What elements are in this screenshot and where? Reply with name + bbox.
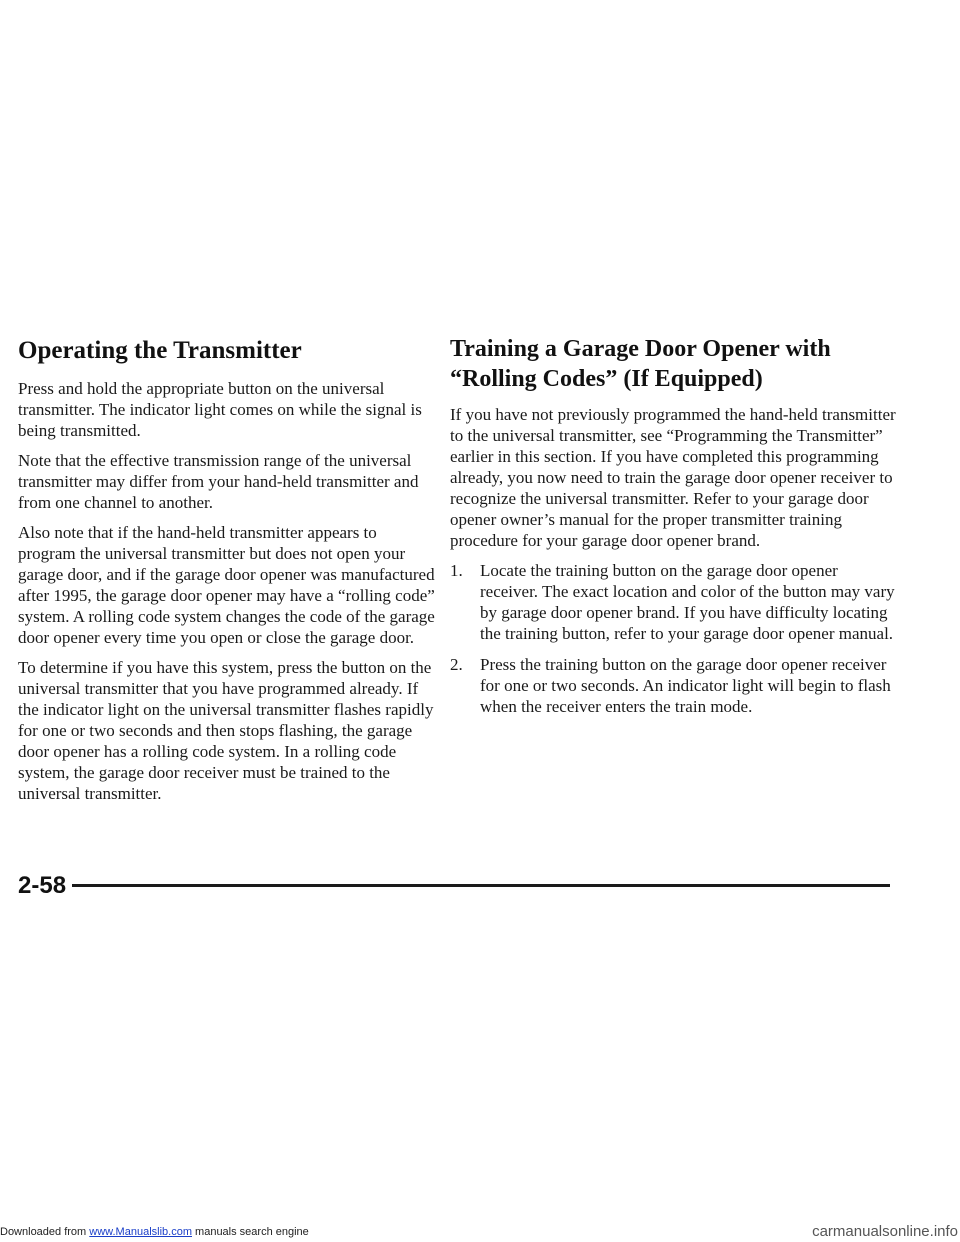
step-number: 2. (450, 655, 463, 674)
paragraph: Note that the effective transmission range of the universal transmitter may differ from your hand-held transmitter and from one channel to another. (18, 451, 419, 512)
paragraph: Also note that if the hand-held transmitter appears to program the universal transmitter but does not open your garage door, and if the garage door opener was manufactured after 1995, the garage door opener may have a “rolling code” system. A rolling code system changes the code of the garage door opener every time you open or close the garage door. (18, 523, 435, 647)
section-heading-operating: Operating the Transmitter (18, 337, 302, 364)
paragraph: To determine if you have this system, press the button on the universal transmitter that you have programmed already. If the indicator light on the universal transmitter flashes rapidly for one or two seconds and then stops flashing, the garage door opener has a rolling code system. In a rolling code system, the garage door receiver must be trained to the universal transmitter. (18, 658, 434, 803)
list-item (450, 654, 900, 717)
step-text: Locate the training button on the garage door opener receiver. The exact location and color of the button may vary by garage door opener brand. If you have difficulty locating the training button, refer to your garage door opener manual. (480, 561, 895, 643)
right-column (450, 336, 900, 727)
download-note (0, 1222, 309, 1242)
step-text: Press the training button on the garage door opener receiver for one or two seconds. An indicator light will begin to flash when the receiver enters the train mode. (480, 655, 891, 716)
left-column (18, 336, 438, 813)
paragraph: Press and hold the appropriate button on the universal transmitter. The indicator light comes on while the signal is being transmitted. (18, 379, 422, 440)
steps-list (450, 560, 900, 717)
page-number: 2-58 (18, 872, 67, 899)
watermark: carmanualsonline.info (812, 1223, 958, 1240)
download-prefix: Downloaded from (0, 1226, 90, 1238)
section-heading-training: Training a Garage Door Opener with “Rolling Codes” (If Equipped) (450, 336, 831, 392)
footer-rule (72, 884, 890, 887)
list-item (450, 560, 900, 644)
download-footer (0, 1222, 960, 1242)
manualslib-link[interactable]: www.Manualslib.com (89, 1226, 192, 1238)
intro-paragraph: If you have not previously programmed the hand-held transmitter to the universal transmitter, see “Programming the Transmitter” earlier in this section. If you have completed this programming already, you now need to train the garage door opener receiver to recognize the universal transmitter. Refer to your garage door opener owner’s manual for the proper transmitter training procedure for your garage door opener brand. (450, 405, 896, 550)
step-number: 1. (450, 561, 463, 580)
download-suffix: manuals search engine (191, 1226, 309, 1238)
